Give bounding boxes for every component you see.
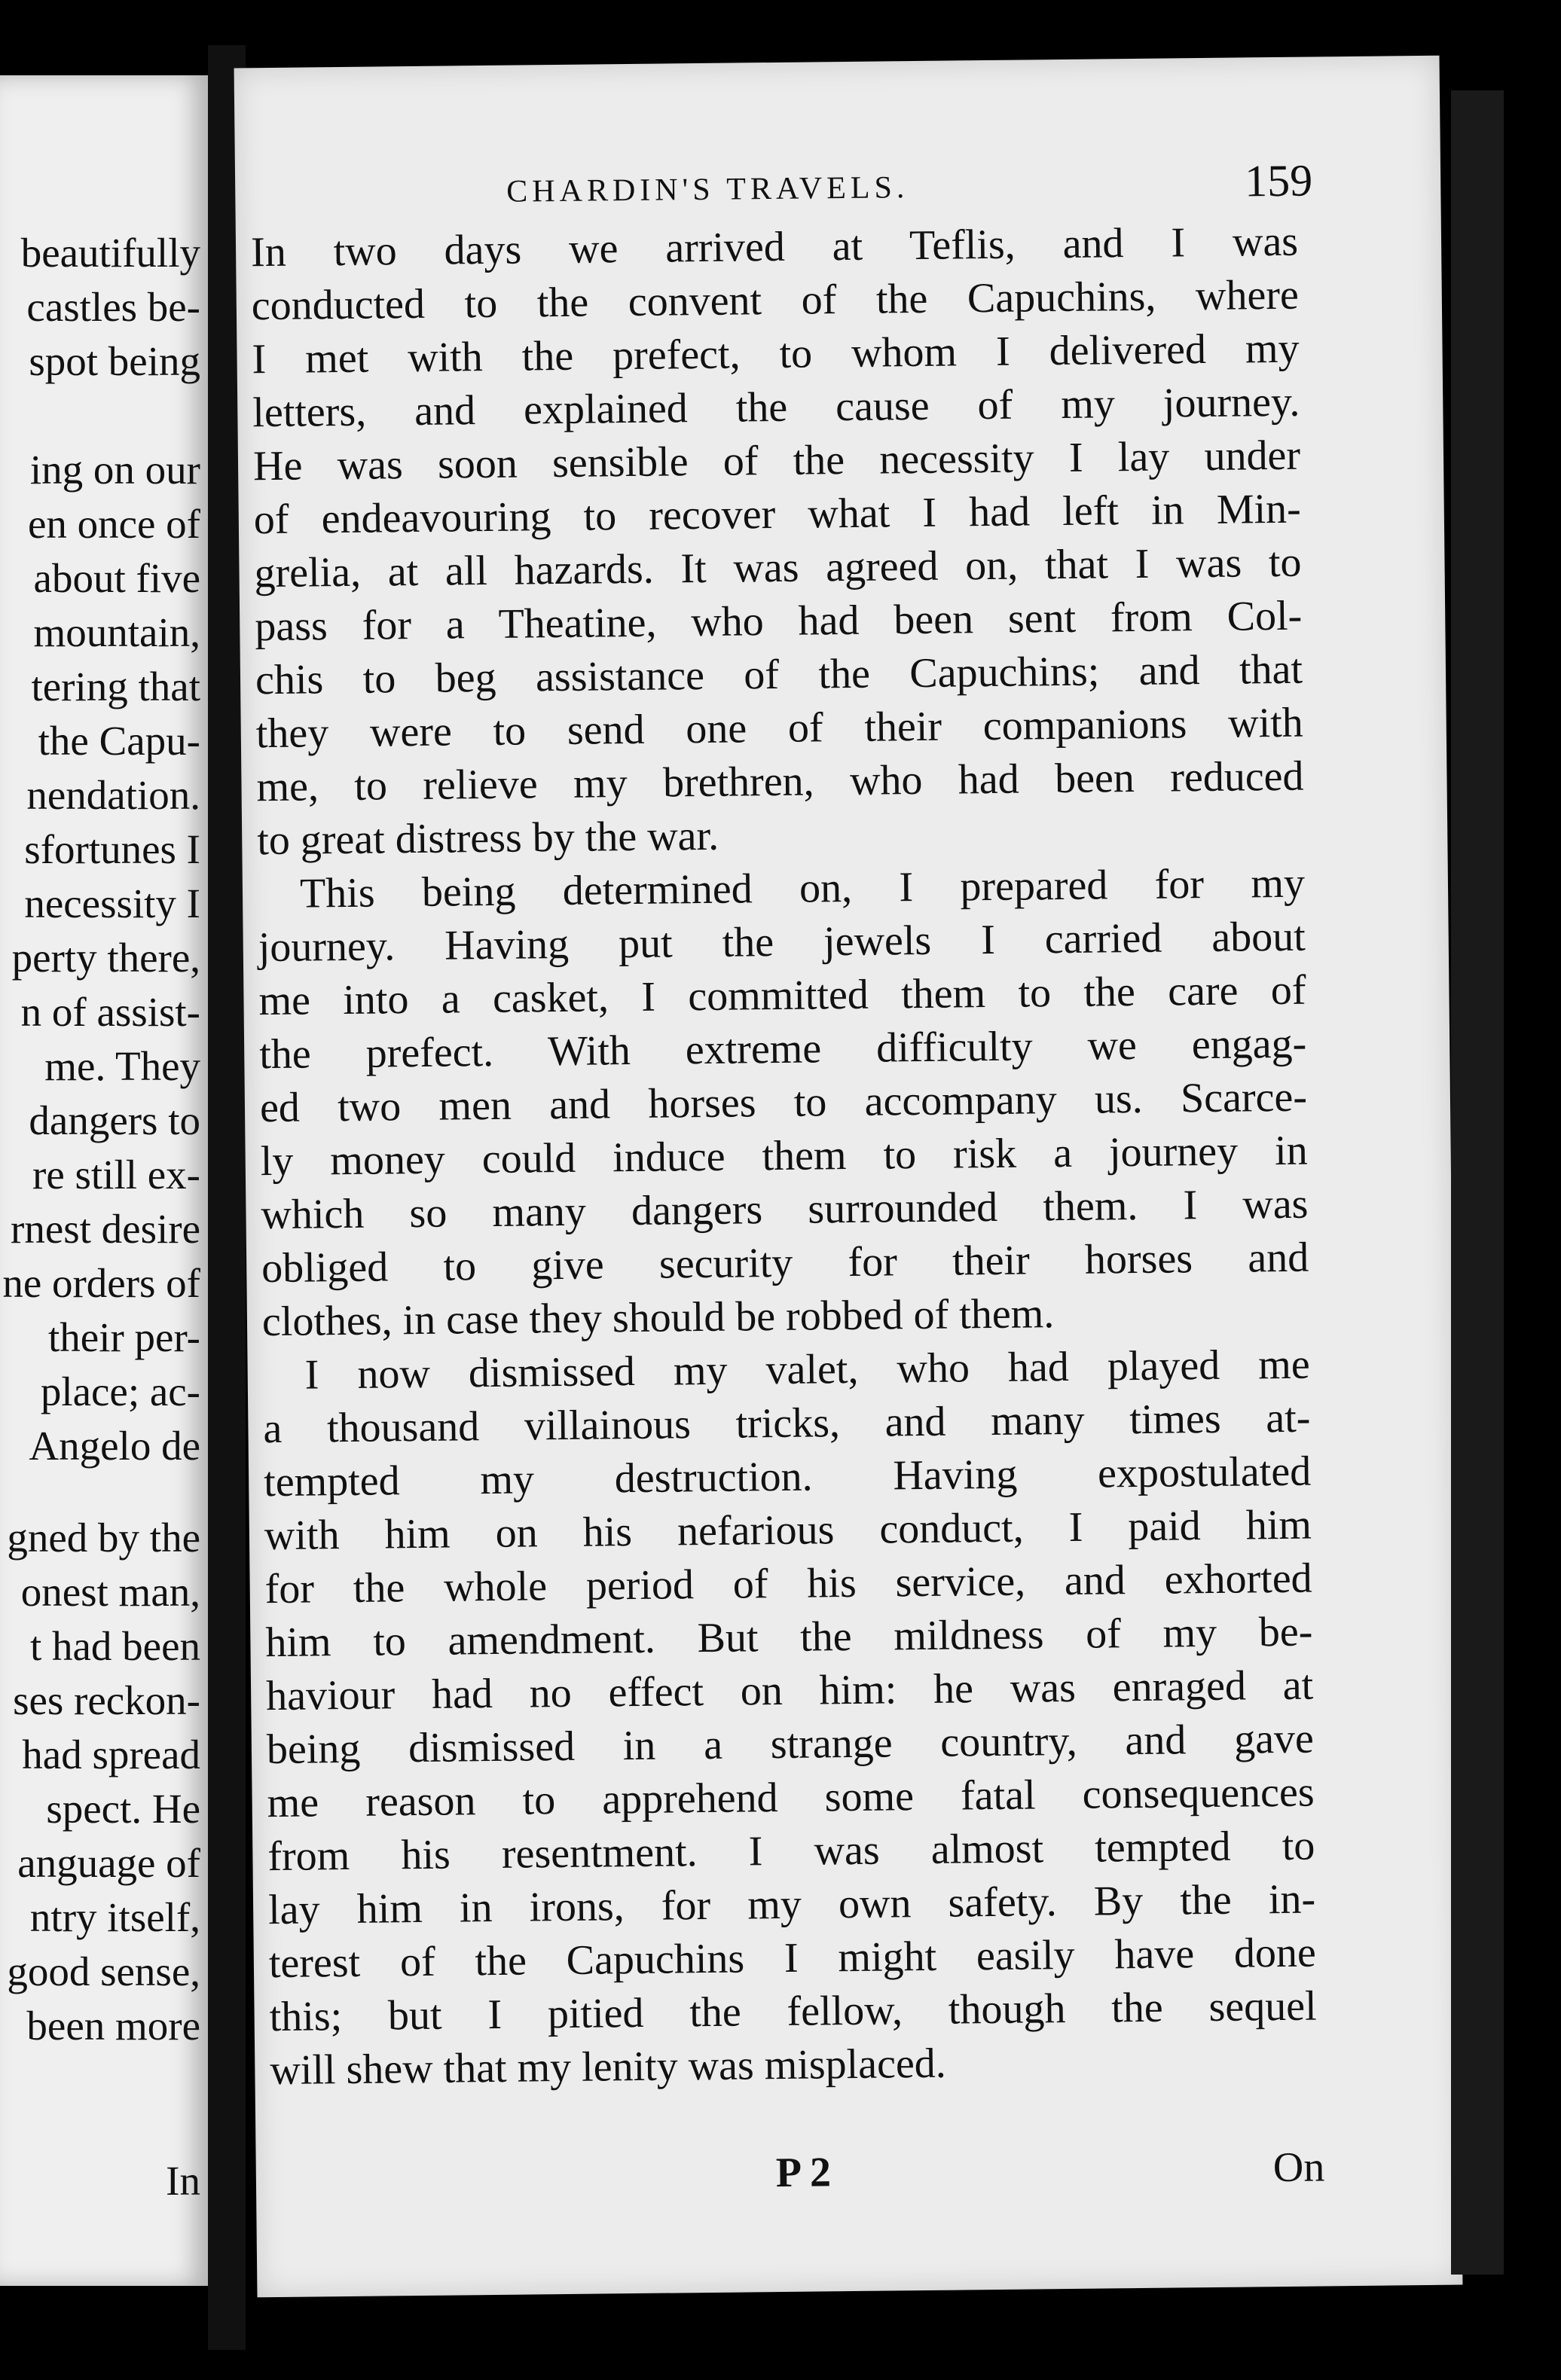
text-line: they were to send one of their companions with — [255, 699, 1304, 758]
left-line: ne orders of — [2, 1260, 200, 1306]
body-text — [251, 215, 1318, 2098]
left-line: place; ac- — [40, 1368, 200, 1414]
left-line: their per- — [48, 1314, 200, 1360]
left-line: anguage of — [17, 1840, 200, 1886]
text-line: terest of the Capuchins I might easily have done — [268, 1929, 1317, 1988]
left-line: castles be- — [26, 284, 200, 330]
text-line: me into a casket, I committed them to the care of — [258, 966, 1306, 1025]
left-line: dangers to — [29, 1097, 200, 1143]
left-line: Angelo de — [29, 1423, 200, 1469]
left-line: t had been — [29, 1623, 200, 1669]
left-line: about five — [33, 555, 200, 601]
page-edge-shadow — [1451, 90, 1504, 2275]
page-number: 159 — [1244, 155, 1313, 206]
text-line: letters, and explained the cause of my journey. — [252, 378, 1300, 437]
text-line: chis to beg assistance of the Capuchins; and that — [255, 645, 1303, 704]
text-line: the prefect. With extreme difficulty we engag- — [258, 1020, 1307, 1079]
left-line: rnest desire — [11, 1206, 200, 1252]
text-line: lay him in irons, for my own safety. By the in- — [267, 1875, 1316, 1934]
text-line: ed two men and horses to accompany us. Scarce- — [259, 1073, 1308, 1132]
left-line: perty there, — [11, 935, 200, 981]
left-line: me. They — [44, 1043, 200, 1089]
text-line: which so many dangers surrounded them. I was — [261, 1180, 1309, 1239]
catchword: On — [1272, 2144, 1325, 2192]
left-line: gned by the — [7, 1515, 200, 1561]
page-footer — [256, 2142, 1462, 2223]
text-line: haviour had no effect on him: he was enraged at — [265, 1661, 1314, 1720]
left-line: necessity I — [24, 880, 200, 926]
text-line: me, to relieve my brethren, who had been reduced — [256, 752, 1304, 811]
left-line: en once of — [27, 501, 200, 547]
text-line: this; but I pitied the fellow, though the sequel — [269, 1982, 1317, 2041]
left-line: nendation. — [26, 772, 200, 818]
left-line: ing on our — [29, 447, 200, 493]
left-line: had spread — [22, 1732, 200, 1777]
left-line: n of assist- — [20, 989, 200, 1035]
text-line: pass for a Theatine, who had been sent from Col- — [254, 592, 1303, 651]
right-page — [234, 56, 1463, 2298]
text-line: obliged to give security for their horses and — [261, 1234, 1309, 1292]
left-catchword: In — [166, 2158, 200, 2204]
text-line: He was soon sensible of the necessity I lay under — [252, 432, 1301, 490]
text-line: This being determined on, I prepared for my — [299, 859, 1306, 917]
text-line: to great distress by the war. — [256, 812, 719, 865]
text-line: In two days we arrived at Teflis, and I was — [250, 218, 1299, 276]
left-line: ses reckon- — [13, 1677, 200, 1723]
left-line: beautifully — [20, 230, 200, 276]
left-line: tering that — [31, 664, 200, 709]
text-line: for the whole period of his service, and exhorted — [264, 1555, 1312, 1613]
text-line: I now dismissed my valet, who had played me — [304, 1341, 1310, 1399]
left-line: spect. He — [46, 1786, 200, 1832]
text-line: tempted my destruction. Having expostulated — [263, 1448, 1312, 1506]
text-line: will shew that my lenity was misplaced. — [270, 2040, 947, 2095]
left-line: good sense, — [7, 1948, 200, 1994]
text-line: journey. Having put the jewels I carried about — [258, 913, 1306, 972]
text-line: being dismissed in a strange country, and gave — [266, 1715, 1315, 1774]
text-line: I met with the prefect, to whom I delivered my — [252, 325, 1300, 383]
text-line: me reason to apprehend some fatal consequences — [267, 1768, 1315, 1827]
left-line: sfortunes I — [24, 826, 200, 872]
text-line: of endeavouring to recover what I had left in Min- — [253, 485, 1302, 544]
text-line: conducted to the convent of the Capuchins, where — [251, 271, 1300, 330]
text-line: a thousand villainous tricks, and many times at- — [263, 1394, 1311, 1453]
text-line: from his resentment. I was almost tempted to — [267, 1822, 1315, 1881]
left-line: ntry itself, — [29, 1894, 200, 1940]
signature-mark: P 2 — [775, 2149, 832, 2197]
left-line: onest man, — [20, 1569, 200, 1615]
text-line: with him on his nefarious conduct, I paid him — [264, 1501, 1312, 1560]
left-line: mountain, — [33, 609, 200, 655]
left-page — [0, 75, 208, 2286]
running-title: CHARDIN'S TRAVELS. — [506, 170, 909, 209]
text-line: ly money could induce them to risk a journey in — [260, 1127, 1308, 1185]
text-line: grelia, at all hazards. It was agreed on, that I was to — [254, 539, 1302, 597]
left-line: the Capu- — [38, 718, 200, 764]
left-line: re still ex- — [32, 1152, 200, 1198]
left-line: been more — [26, 2003, 200, 2049]
text-line: him to amendment. But the mildness of my be- — [265, 1608, 1313, 1667]
text-line: clothes, in case they should be robbed of them. — [261, 1290, 1055, 1346]
left-line: spot being — [29, 338, 200, 384]
